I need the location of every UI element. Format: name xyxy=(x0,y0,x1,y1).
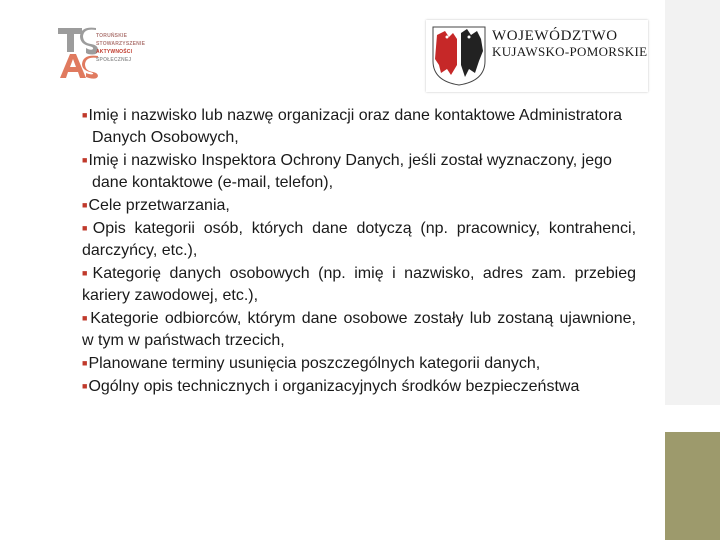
square-bullet-icon: ■ xyxy=(82,313,90,323)
side-block-olive xyxy=(665,432,720,540)
side-block-light xyxy=(665,405,720,432)
list-item-text: Opis kategorii osób, których dane dotyczą (np. pracownicy, kontrahenci, darczyńcy, etc.), xyxy=(82,220,637,259)
list-item-text: Kategorie odbiorców, którym dane osobowe zostały lub zostaną ujawnione, w tym w państwach trzecich, xyxy=(82,310,637,349)
list-item xyxy=(82,262,636,307)
list-item xyxy=(82,104,636,149)
square-bullet-icon: ■ xyxy=(82,358,88,368)
region-name-line-2: KUJAWSKO-POMORSKIE xyxy=(492,44,648,59)
list-item-text: Cele przetwarzania, xyxy=(88,197,230,214)
list-item-text: Imię i nazwisko Inspektora Ochrony Danych, jeśli został wyznaczony, jego dane kontaktowe (e-mail, telefon), xyxy=(88,152,612,191)
region-name xyxy=(492,28,647,60)
list-item-text: Imię i nazwisko lub nazwę organizacji oraz dane kontaktowe Administratora Danych Osobowych, xyxy=(88,107,623,146)
list-item-text: Kategorię danych osobowych (np. imię i nazwisko, adres zam. przebieg kariery zawodowej, etc.), xyxy=(82,265,637,304)
tsas-logo-text xyxy=(96,32,166,64)
list-item xyxy=(82,375,636,398)
square-bullet-icon: ■ xyxy=(82,200,88,210)
list-item-text: Ogólny opis technicznych i organizacyjnych środków bezpieczeństwa xyxy=(88,378,580,395)
document-body xyxy=(82,104,636,398)
tsas-line-3: AKTYWNOŚCI xyxy=(96,49,133,55)
region-name-line-1: WOJEWÓDZTWO xyxy=(492,28,618,44)
square-bullet-icon: ■ xyxy=(82,110,88,120)
list-item xyxy=(82,307,636,352)
list-item xyxy=(82,149,636,194)
tsas-line-1: TORUŃSKIE xyxy=(96,33,128,39)
region-logo xyxy=(426,20,648,92)
list-item-text: Planowane terminy usunięcia poszczególnych kategorii danych, xyxy=(88,355,541,372)
square-bullet-icon: ■ xyxy=(82,155,88,165)
tsas-line-4: SPOŁECZNEJ xyxy=(96,57,132,63)
list-item xyxy=(82,194,636,217)
list-item xyxy=(82,217,636,262)
square-bullet-icon: ■ xyxy=(82,223,92,233)
list-item xyxy=(82,352,636,375)
square-bullet-icon: ■ xyxy=(82,381,88,391)
region-crest-icon xyxy=(431,25,487,87)
square-bullet-icon: ■ xyxy=(82,268,92,278)
tsas-line-2: STOWARZYSZENIE xyxy=(96,41,146,47)
